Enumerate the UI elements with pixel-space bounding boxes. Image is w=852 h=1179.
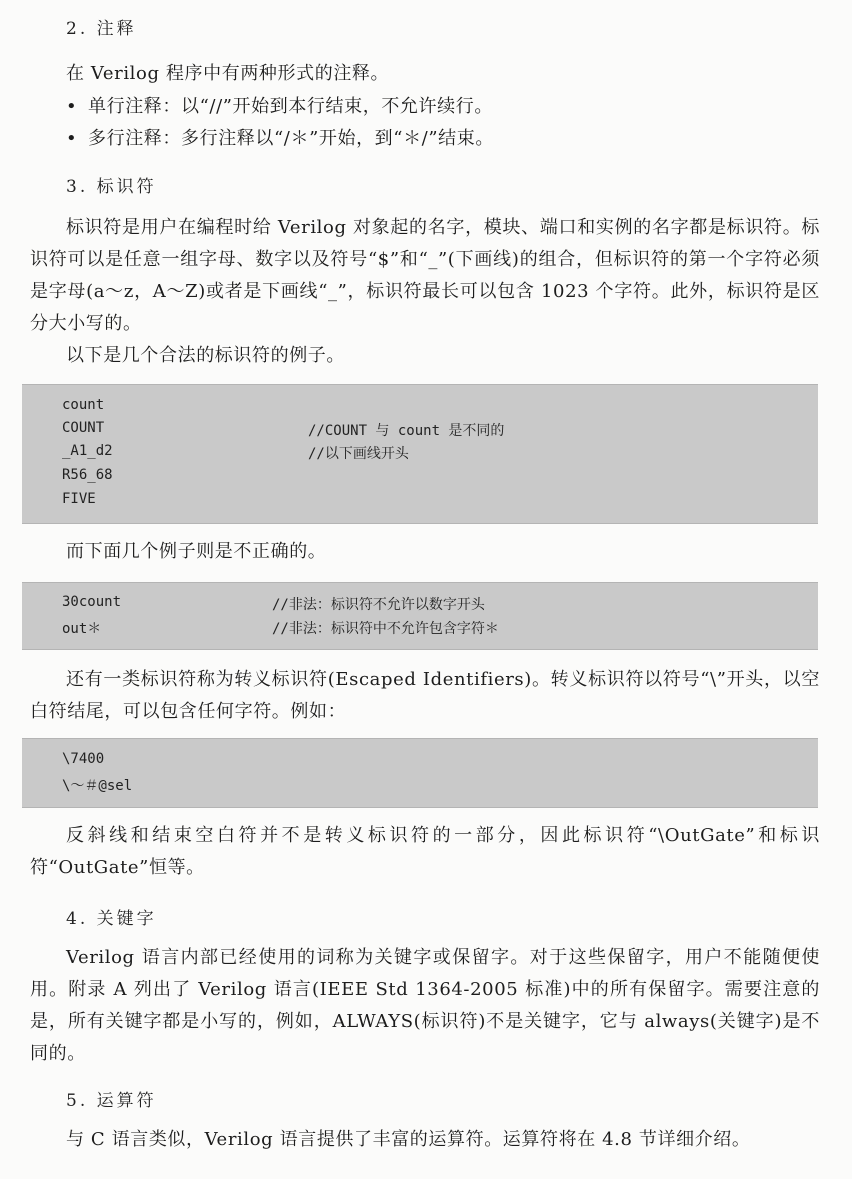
section-5-paragraph: 与 C 语言类似，Verilog 语言提供了丰富的运算符。运算符将在 4.8 节详细介绍。: [66, 1129, 751, 1150]
bullet-icon: •: [66, 128, 78, 149]
section-5-heading: 5. 运算符: [66, 1091, 157, 1111]
code-comment: //以下画线开头: [308, 446, 409, 462]
code-line: _A1_d2: [62, 443, 113, 459]
code-line: \～＃@sel: [62, 778, 133, 794]
code-line: \7400: [62, 751, 105, 767]
section-3-paragraph-1: 标识符是用户在编程时给 Verilog 对象起的名字，模块、端口和实例的名字都是标识符。标识符可以是任意一组字母、数字以及符号“$”和“_”(下画线)的组合，但标识符的第一个字符必须是字母(a～z，A～Z)或者是下画线“_”，标识符最长可以包含 1023 个字符。此外，标识符是区分大小写的。: [30, 217, 820, 334]
code-comment: //非法：标识符不允许以数字开头: [272, 597, 485, 613]
code-block-escaped-identifiers: [22, 738, 818, 808]
code-line: R56_68: [62, 467, 113, 483]
section-4-heading: 4. 关键字: [66, 909, 157, 929]
code-line: count: [62, 397, 105, 413]
code-comment: //COUNT 与 count 是不同的: [308, 423, 505, 439]
code-line: FIVE: [62, 491, 96, 507]
bullet-text: 多行注释：多行注释以“/＊”开始，到“＊/”结束。: [88, 128, 494, 149]
bullet-item-multi-line: [66, 124, 494, 150]
code-comment: //非法：标识符中不允许包含字符＊: [272, 621, 499, 637]
code-line: 30count: [62, 594, 122, 610]
section-4-paragraph: Verilog 语言内部已经使用的词称为关键字或保留字。对于这些保留字，用户不能随便使用。附录 A 列出了 Verilog 语言(IEEE Std 1364-2005 标准)中的所有保留字。需要注意的是，所有关键字都是小写的，例如，ALWAYS(标识符)不是关键字，它与 always(关键字)是不同的。: [30, 947, 820, 1064]
section-3-heading: 3. 标识符: [66, 177, 157, 197]
bullet-item-single-line: [66, 92, 493, 118]
code-line: out＊: [62, 621, 102, 637]
section-2-intro: 在 Verilog 程序中有两种形式的注释。: [66, 63, 390, 84]
code-line: COUNT: [62, 420, 105, 436]
code-block-illegal-identifiers: [22, 582, 818, 650]
code-block-legal-identifiers: [22, 384, 818, 524]
bullet-icon: •: [66, 96, 78, 117]
section-2-heading: 2. 注释: [66, 19, 137, 39]
section-3-paragraph-3: 而下面几个例子则是不正确的。: [66, 541, 327, 562]
bullet-text: 单行注释：以“//”开始到本行结束，不允许续行。: [88, 96, 493, 117]
section-3-paragraph-2: 以下是几个合法的标识符的例子。: [66, 345, 345, 366]
section-3-paragraph-5: 反斜线和结束空白符并不是转义标识符的一部分，因此标识符“\OutGate”和标识符“OutGate”恒等。: [30, 825, 820, 878]
section-3-paragraph-4: 还有一类标识符称为转义标识符(Escaped Identifiers)。转义标识符以符号“\”开头，以空白符结尾，可以包含任何字符。例如：: [30, 669, 820, 722]
